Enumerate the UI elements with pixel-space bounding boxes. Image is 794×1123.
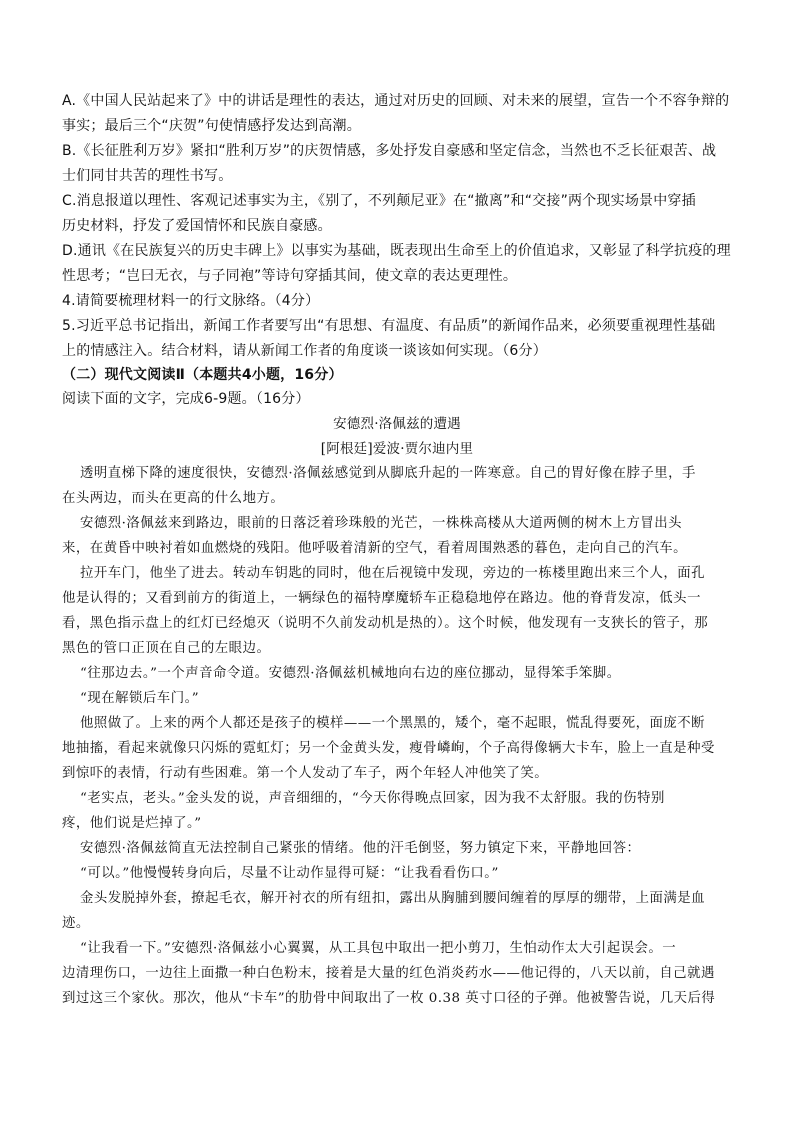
story-paragraph-line: “让我看一下。”安德烈·洛佩兹小心翼翼，从工具包中取出一把小剪刀，生怕动作太大引起误会。一	[80, 941, 677, 956]
question-5-line-1: 5.习近平总书记指出，新闻工作者要写出“有思想、有温度、有品质”的新闻作品来，必须要重视理性基础	[62, 318, 716, 334]
story-paragraph-line: 安德烈·洛佩兹来到路边，眼前的日落泛着珍珠般的光芒，一株株高楼从大道两侧的树木上方冒出头	[80, 516, 683, 531]
option-a-line-1: A.《中国人民站起来了》中的讲话是理性的表达，通过对历史的回顾、对未来的展望，宣告一个不容争辩的	[62, 93, 730, 109]
option-d-line-1: D.通讯《在民族复兴的历史丰碑上》以事实为基础，既表现出生命至上的价值追求，又彰显了科学抗疫的理	[62, 243, 731, 259]
story-paragraph-line: 看，黑色指示盘上的红灯已经熄灭（说明不久前发动机是热的）。这个时候，他发现有一支狭长的管子，那	[62, 616, 709, 631]
option-b-line-1: B.《长征胜利万岁》紧扣“胜利万岁”的庆贺情感，多处抒发自豪感和坚定信念，当然也不乏长征艰苦、战	[62, 143, 717, 159]
story-paragraph-line: 到惊吓的表情，行动有些困难。第一个人发动了车子，两个年轻人冲他笑了笑。	[62, 766, 549, 781]
story-paragraph-line: 他照做了。上来的两个人都还是孩子的模样——一个黑黑的，矮个，毫不起眼，慌乱得要死，面庞不断	[80, 716, 706, 731]
option-c-line-2: 历史材料，抒发了爱国情怀和民族自豪感。	[62, 218, 332, 234]
story-paragraph-line: 安德烈·洛佩兹简直无法控制自己紧张的情绪。他的汗毛倒竖，努力镇定下来，平静地回答：	[80, 841, 641, 856]
story-paragraph-line: 黑色的管口正顶在自己的左眼边。	[62, 641, 271, 656]
story-paragraph-line: “往那边去。”一个声音命令道。安德烈·洛佩兹机械地向右边的座位挪动，显得笨手笨脚。	[80, 666, 621, 681]
story-paragraph-line: 透明直梯下降的速度很快，安德烈·洛佩兹感觉到从脚底升起的一阵寒意。自己的胃好像在脖子里，手	[80, 466, 696, 481]
option-d-line-2: 性思考；“岂曰无衣，与子同袍”等诗句穿插其间，使文章的表达更理性。	[62, 268, 518, 284]
story-paragraph-line: 来，在黄昏中映衬着如血燃烧的残阳。他呼吸着清新的空气，看着周围熟悉的暮色，走向自己的汽车。	[62, 541, 688, 556]
question-4: 4.请简要梳理材料一的行文脉络。（4分）	[62, 293, 320, 309]
question-5-line-2: 上的情感注入。结合材料，请从新闻工作者的角度谈一谈该如何实现。（6分）	[62, 343, 547, 359]
story-title: 安德烈·洛佩兹的遭遇	[333, 416, 461, 432]
option-b-line-2: 士们同甘共苦的理性书写。	[62, 168, 233, 184]
story-paragraph-line: 在头两边，而头在更高的什么地方。	[62, 491, 285, 506]
story-author: [阿根廷]爱波·贾尔迪内里	[320, 441, 474, 457]
story-paragraph-line: “现在解锁后车门。”	[80, 691, 200, 706]
section-instruction: 阅读下面的文字，完成6-9题。（16分）	[62, 391, 310, 407]
option-c-line-1: C.消息报道以理性、客观记述事实为主，《别了，不列颠尼亚》在“撤离”和“交接”两个现实场景中穿插	[62, 193, 696, 209]
story-paragraph-line: “老实点，老头。”金头发的说，声音细细的，“今天你得晚点回家，因为我不太舒服。我的伤特别	[80, 791, 665, 806]
story-paragraph-line: 迹。	[62, 916, 90, 931]
story-paragraph-line: 边清理伤口，一边往上面撒一种白色粉末，接着是大量的红色消炎药水——他记得的，八天以前，自己就遇	[62, 966, 715, 981]
story-paragraph-line: 拉开车门，他坐了进去。转动车钥匙的同时，他在后视镜中发现，旁边的一栋楼里跑出来三个人，面孔	[80, 566, 706, 581]
story-paragraph-line: 到过这三个家伙。那次，他从“卡车”的肋骨中间取出了一枚 0.38 英寸口径的子弹。他被警告说，几天后得	[62, 991, 716, 1006]
section-heading: （二）现代文阅读Ⅱ（本题共4小题，16分）	[62, 367, 343, 383]
story-paragraph-line: 他是认得的；又看到前方的街道上，一辆绿色的福特摩魔轿车正稳稳地停在路边。他的脊背发凉，低头一	[62, 591, 701, 606]
story-paragraph-line: “可以。”他慢慢转身向后，尽量不让动作显得可疑：“让我看看伤口。”	[80, 866, 499, 881]
option-a-line-2: 事实；最后三个“庆贺”句使情感抒发达到高潮。	[62, 118, 361, 134]
story-paragraph-line: 疼，他们说是烂掉了。”	[62, 816, 202, 831]
story-paragraph-line: 地抽搐，看起来就像只闪烁的霓虹灯；另一个金黄头发，瘦骨嶙峋，个子高得像辆大卡车，脸上一直是种受	[62, 741, 715, 756]
story-paragraph-line: 金头发脱掉外套，撩起毛衣，解开衬衣的所有纽扣，露出从胸脯到腰间缠着的厚厚的绷带，上面满是血	[80, 891, 706, 906]
